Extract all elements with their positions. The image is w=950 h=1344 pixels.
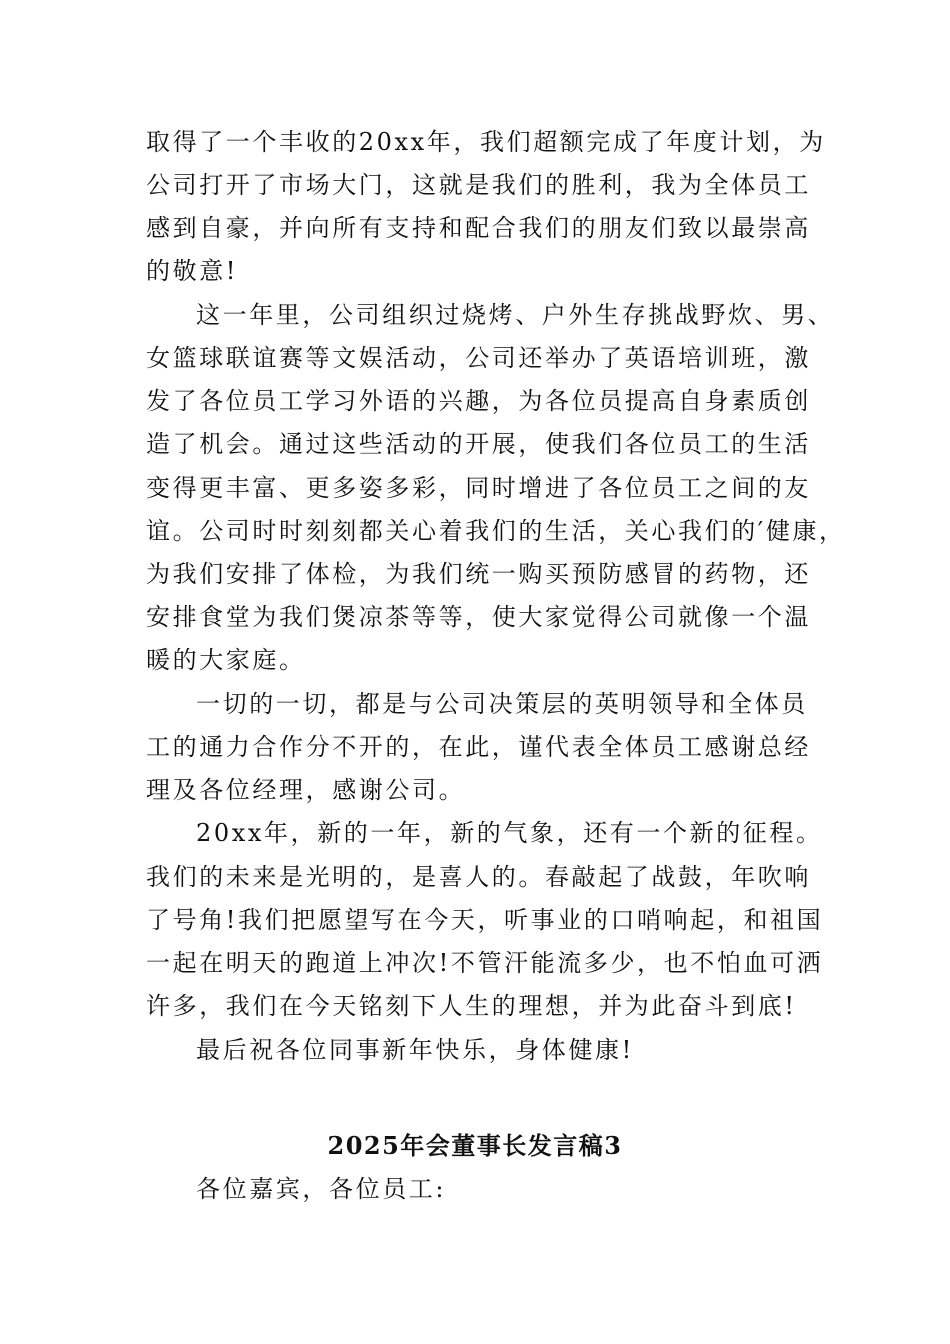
text-line: 造了机会。通过这些活动的开展，使我们各位员工的生活 (146, 430, 811, 458)
text-line: 一切的一切，都是与公司决策层的英明领导和全体员 (196, 690, 808, 718)
text-line: 了号角!我们把愿望写在今天，听事业的口哨响起，和祖国 (146, 906, 824, 934)
text-line: 发了各位员工学习外语的兴趣，为各位员提高自身素质创 (146, 387, 811, 415)
text-line: 工的通力合作分不开的，在此，谨代表全体员工感谢总经 (146, 733, 811, 761)
greeting: 各位嘉宾，各位员工: (196, 1175, 447, 1203)
text-line: 女篮球联谊赛等文娱活动，公司还举办了英语培训班，激 (146, 344, 811, 372)
section-title: 2025年会董事长发言稿3 (327, 1131, 623, 1160)
text-line: 我们的未来是光明的，是喜人的。春敲起了战鼓，年吹响 (146, 863, 811, 891)
text-line: 变得更丰富、更多姿多彩，同时增进了各位员工之间的友 (146, 474, 811, 502)
text-line: 最后祝各位同事新年快乐，身体健康! (196, 1036, 634, 1064)
text-line: 理及各位经理，感谢公司。 (146, 776, 466, 804)
text-line: 20xx年，新的一年，新的气象，还有一个新的征程。 (196, 819, 823, 847)
text-line: 公司打开了市场大门，这就是我们的胜利，我为全体员工 (146, 171, 811, 199)
text-line: 许多，我们在今天铭刻下人生的理想，并为此奋斗到底! (146, 992, 797, 1020)
text-line: 取得了一个丰收的20xx年，我们超额完成了年度计划，为 (146, 128, 826, 156)
text-line: 为我们安排了体检，为我们统一购买预防感冒的药物，还 (146, 560, 811, 588)
text-line: 谊。公司时时刻刻都关心着我们的生活，关心我们的′健康， (146, 517, 846, 545)
text-line: 一起在明天的跑道上冲次!不管汗能流多少，也不怕血可洒 (146, 949, 824, 977)
text-line: 暖的大家庭。 (146, 646, 306, 674)
text-line: 安排食堂为我们煲凉茶等等，使大家觉得公司就像一个温 (146, 603, 811, 631)
text-line: 感到自豪，并向所有支持和配合我们的朋友们致以最崇高 (146, 214, 811, 242)
text-line: 的敬意! (146, 257, 239, 285)
text-line: 这一年里，公司组织过烧烤、户外生存挑战野炊、男、 (196, 301, 835, 329)
